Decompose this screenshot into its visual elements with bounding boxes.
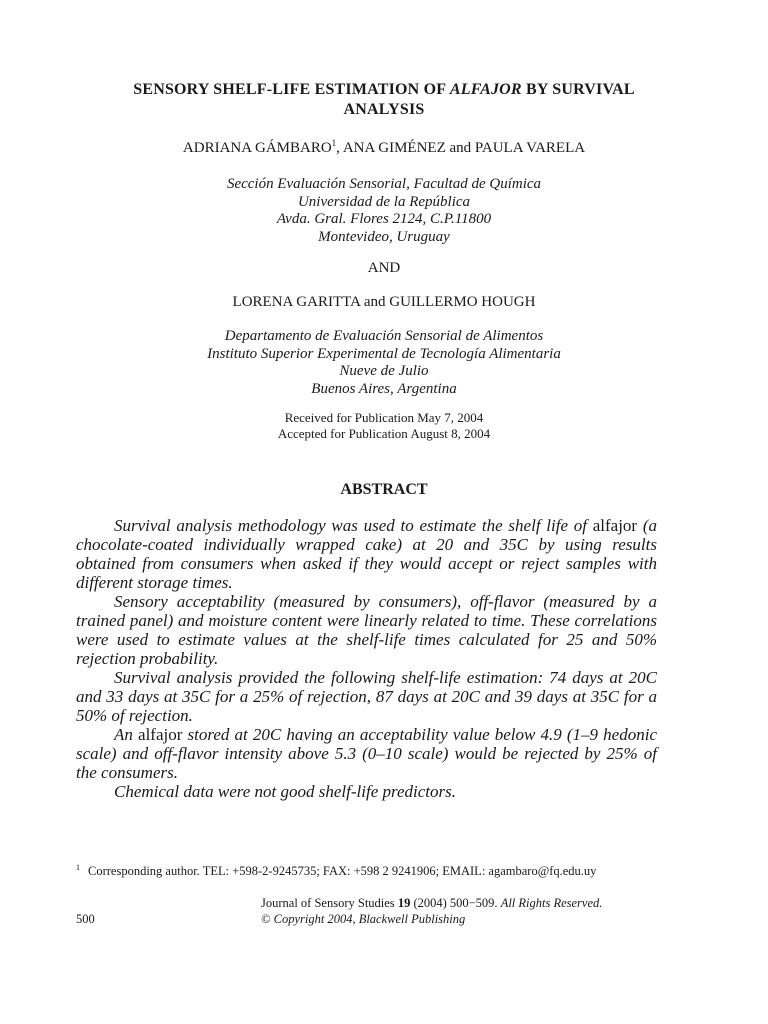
author-list-2: LORENA GARITTA and GUILLERMO HOUGH [232, 294, 536, 310]
author-footnote-marker: 1 [331, 138, 337, 148]
title-italic-term: ALFAJOR [449, 81, 522, 98]
accepted-date: Accepted for Publication August 8, 2004 [277, 426, 491, 441]
affiliation-line: Instituto Superior Experimental de Tecnología Alimentaria [207, 345, 561, 362]
abstract-body [76, 516, 657, 801]
journal-name: Journal of Sensory Studies [261, 896, 398, 910]
received-date: Received for Publication May 7, 2004 [284, 410, 484, 425]
abstract-paragraph: Sensory acceptability (measured by consumers), off-flavor (measured by a trained panel) and moisture content were linearly related to time. These correlations were used to estimate values at the shelf-life times calculated for 25 and 50% rejection probability. [76, 592, 657, 668]
abstract-term: alfajor [138, 725, 183, 744]
title-post: BY SURVIVAL [521, 81, 635, 98]
affiliation-line: Universidad de la República [297, 193, 471, 210]
and-separator: AND [367, 260, 401, 276]
abstract-text: (a chocolate-coated individually wrapped cake) at 20 and 35C by using results obtained from consumers when asked if they would accept or reject samples with different storage times. [76, 516, 657, 592]
affiliation-line: Montevideo, Uruguay [318, 228, 450, 245]
abstract-term: alfajor [592, 516, 638, 535]
abstract-paragraph: Chemical data were not good shelf-life predictors. [114, 782, 457, 801]
footnote-text: Corresponding author. TEL: +598-2-9245735; FAX: +598 2 9241906; EMAIL: agambaro@fq.edu.uy [88, 864, 597, 878]
paper-title [60, 80, 708, 120]
abstract-paragraph: Survival analysis provided the following shelf-life estimation: 74 days at 20C and 33 days at 35C for a 25% of rejection, 87 days at 20C and 39 days at 35C for a 50% of rejection. [76, 668, 657, 725]
affiliation-line: Sección Evaluación Sensorial, Facultad de Química [226, 176, 542, 192]
abstract-text: An [114, 725, 139, 744]
publication-dates [60, 410, 708, 442]
abstract-paragraph [76, 725, 657, 782]
title-pre: SENSORY SHELF-LIFE ESTIMATION OF [133, 81, 450, 98]
journal-rights: All Rights Reserved. [500, 896, 603, 910]
footnote [76, 863, 676, 879]
author-rest: , ANA GIMÉNEZ and PAULA VARELA [336, 140, 586, 156]
affiliation-2 [60, 328, 708, 398]
affiliation-1 [60, 176, 708, 246]
abstract-paragraph [76, 516, 657, 592]
author-first: ADRIANA GÁMBARO [182, 140, 332, 156]
footnote-marker: 1 [76, 862, 80, 872]
affiliation-line: Buenos Aires, Argentina [311, 380, 457, 397]
title-line-2: ANALYSIS [343, 101, 425, 118]
abstract-heading: ABSTRACT [340, 481, 428, 498]
affiliation-line: Avda. Gral. Flores 2124, C.P.11800 [276, 211, 492, 227]
journal-volume: 19 [397, 896, 411, 910]
copyright-notice: © Copyright 2004, Blackwell Publishing [261, 912, 466, 926]
affiliation-line: Nueve de Julio [339, 363, 429, 379]
affiliation-line: Departamento de Evaluación Sensorial de Alimentos [224, 328, 544, 344]
page-number: 500 [76, 912, 95, 926]
journal-citation [261, 895, 602, 911]
journal-pages: (2004) 500−509. [410, 896, 501, 910]
abstract-text: stored at 20C having an acceptability value below 4.9 (1–9 hedonic scale) and off-flavor intensity above 5.3 (0–10 scale) would be rejected by 25% of the consumers. [76, 725, 657, 782]
author-list-1 [60, 138, 708, 158]
abstract-text: Survival analysis methodology was used to estimate the shelf life of [114, 516, 593, 535]
title-line-1 [60, 80, 708, 100]
